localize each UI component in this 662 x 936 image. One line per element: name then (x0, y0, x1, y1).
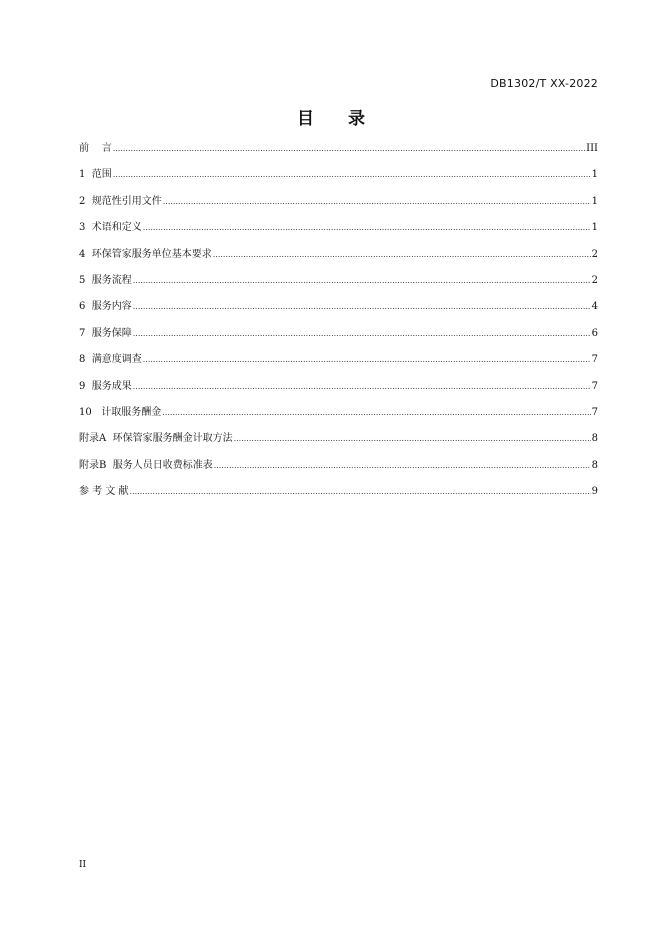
toc-entry[interactable] (79, 403, 598, 429)
toc-entry-label: 环保管家服务酬金计取方法 (112, 433, 233, 445)
toc-entry[interactable] (79, 324, 598, 350)
toc-entry-page: 1 (591, 195, 598, 207)
toc-entry[interactable] (79, 271, 598, 297)
title-char: 录 (348, 109, 365, 129)
dot-leader (214, 461, 591, 470)
dot-leader (133, 302, 591, 311)
toc-entry-label: 服务流程 (91, 274, 132, 286)
page-title (0, 104, 662, 129)
toc-entry-page: 2 (591, 274, 598, 286)
toc-entry-page: III (586, 143, 598, 154)
toc-entry-label: 范围 (91, 169, 112, 181)
toc-entry[interactable] (79, 245, 598, 271)
toc-entry-number: 3 (79, 222, 86, 234)
dot-leader (113, 144, 585, 153)
toc-entry-label: 术语和定义 (91, 222, 142, 234)
toc-entry-page: 2 (591, 248, 598, 260)
toc-entry-page: 4 (591, 301, 598, 313)
toc-entry[interactable] (79, 377, 598, 403)
toc-entry-label: 规范性引用文件 (91, 195, 162, 207)
toc-entry-number: 1 (79, 169, 86, 181)
toc-entry[interactable] (79, 482, 598, 508)
toc-entry-number: 9 (79, 380, 86, 392)
toc-entry-number: 6 (79, 301, 86, 313)
dot-leader (213, 250, 591, 259)
dot-leader (130, 487, 591, 496)
dot-leader (133, 382, 591, 391)
toc-entry[interactable] (79, 165, 598, 191)
dot-leader (133, 276, 591, 285)
spacer (92, 407, 102, 418)
page-number: II (79, 860, 87, 870)
toc-entry[interactable] (79, 218, 598, 244)
dot-leader (162, 408, 590, 417)
dot-leader (113, 170, 591, 179)
toc-entry-page: 7 (591, 406, 598, 418)
toc-entry[interactable] (79, 297, 598, 323)
toc-entry-label: 前 言 (79, 143, 112, 154)
toc-entry[interactable] (79, 192, 598, 218)
dot-leader (143, 223, 591, 232)
toc-entry[interactable] (79, 429, 598, 455)
toc-entry-number: 5 (79, 274, 86, 286)
toc-entry-number: 附录B (79, 459, 107, 471)
toc-entry-number: 附录A (79, 433, 107, 445)
toc-entry-label: 参 考 文 献 (79, 486, 129, 498)
dot-leader (133, 329, 591, 338)
toc-entry-label: 服务成果 (91, 380, 132, 392)
document-number: DB1302/T XX-2022 (490, 77, 598, 90)
toc-entry-page: 6 (591, 327, 598, 339)
toc-entry[interactable] (79, 456, 598, 482)
toc-entry-number: 4 (79, 248, 86, 260)
dot-leader (143, 355, 591, 364)
toc-entry-label: 环保管家服务单位基本要求 (91, 248, 212, 260)
dot-leader (234, 434, 591, 443)
toc-entry-page: 7 (591, 380, 598, 392)
toc-entry-label: 服务内容 (91, 301, 132, 313)
toc-entry-page: 1 (591, 222, 598, 234)
toc-entry[interactable] (79, 350, 598, 376)
toc-entry-number: 7 (79, 327, 86, 339)
toc-entry-page: 1 (591, 169, 598, 181)
dot-leader (163, 197, 591, 206)
toc-entry-page: 9 (591, 486, 598, 498)
toc-entry-number: 10 (79, 406, 92, 418)
title-char: 目 (297, 109, 314, 129)
toc-entry-number: 8 (79, 354, 86, 366)
toc-entry-label: 服务人员日收费标准表 (112, 459, 213, 471)
toc-entry-number: 2 (79, 195, 86, 207)
toc-entry-page: 8 (591, 433, 598, 445)
toc-entry-label: 计取服务酬金 (101, 406, 162, 418)
table-of-contents (79, 139, 598, 508)
toc-entry-label: 服务保障 (91, 327, 132, 339)
toc-entry-label: 满意度调查 (91, 354, 142, 366)
toc-entry[interactable] (79, 139, 598, 165)
toc-entry-page: 8 (591, 459, 598, 471)
toc-entry-page: 7 (591, 354, 598, 366)
